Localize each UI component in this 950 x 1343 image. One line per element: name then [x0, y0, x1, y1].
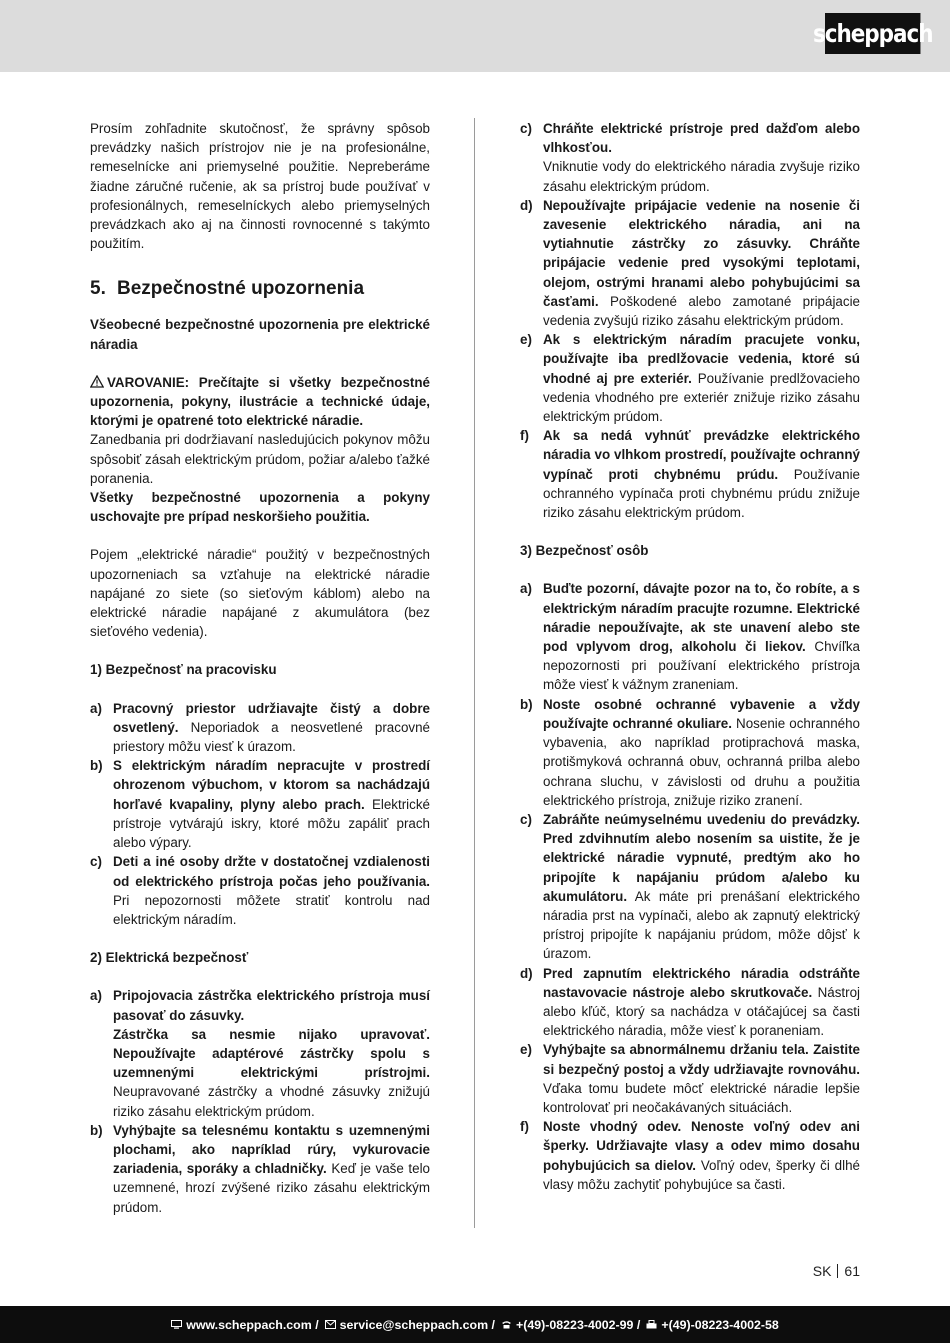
envelope-icon [325, 1320, 336, 1329]
sec1-heading: 1) Bezpečnosť na pracovisku [90, 662, 277, 678]
warning-triangle-icon [90, 375, 104, 388]
right-column [520, 119, 860, 1194]
list-item: b) Noste osobné ochranné vybavenie a vždy používajte ochranné okuliare. Nosenie ochranného vybavenia, ako napríklad protiprachová maska, protišmyková ochranná obuv, ochranná prilba alebo ochrana sluchu, v závislosti od druhu a použitia elektrického prístroja, znižuje riziko zranení. [520, 696, 860, 808]
fax-icon [646, 1320, 657, 1329]
list-item: e) Vyhýbajte sa abnormálnemu držaniu tela. Zaistite si bezpečný postoj a vždy udržiavajte rovnováhu. Vďaka tomu budete môcť elektrické náradie lepšie kontrolovať pri neočakávaných situáciách. [520, 1042, 860, 1115]
list-item: d) Nepoužívajte pripájacie vedenie na nosenie či zavesenie elektrického náradia, ani na vytiahnutie zástrčky zo zásuvky. Chráňte pripájacie vedenie pred vysokými teplotami, olejom, ostrými hranami alebo pohybujúcimi sa časťami. Poškodené alebo zamotané pripájacie vedenia zvyšujú riziko zásahu elektrickým prúdom. [520, 197, 860, 329]
list-item: f) Noste vhodný odev. Nenoste voľný odev ani šperky. Udržiavajte vlasy a odev mimo dosahu pohybujúcich sa dielov. Voľný odev, šperky či dlhé vlasy môžu zachytiť pohybujúce sa časti. [520, 1119, 860, 1192]
list-item: a) Pripojovacia zástrčka elektrického prístroja musí pasovať do zásuvky. Zástrčka sa nesmie nijako upravovať. Nepoužívajte adaptérové zástrčky spolu s uzemnenými elektrickými prístrojmi. Neupravované zástrčky a vhodné zásuvky znižujú riziko zásahu elektrickým prúdom. [90, 988, 430, 1119]
list-item: c) Chráňte elektrické prístroje pred dažďom alebo vlhkosťou. Vniknutie vody do elektrického náradia zvyšuje riziko zásahu elektrickým prúdom. [520, 121, 860, 194]
footer-fax[interactable]: +(49)-08223-4002-58 [661, 1317, 779, 1332]
left-column [90, 119, 430, 1217]
list-item: f) Ak sa nedá vyhnúť prevádzke elektrického náradia vo vlhkom prostredí, používajte ochranný vypínač proti chybnému prúdu. Používanie ochranného vypínača proti chybnému prúdu znižuje riziko zásahu elektrickým prúdom. [520, 428, 860, 521]
section-heading: 5. Bezpečnostné upozornenia [90, 278, 365, 300]
term-definition: Pojem „elektrické náradie“ použitý v bezpečnostných upozorneniach sa vzťahuje na elektrické náradie napájané zo siete (so sieťovým káblom) alebo na elektrické náradie napájané z akumulátora (bez sieťového vedenia). [90, 547, 430, 640]
footer-phone[interactable]: +(49)-08223-4002-99 / [515, 1317, 641, 1332]
language-code: SK [812, 1263, 832, 1279]
scheppach-logo[interactable]: scheppach [825, 13, 920, 54]
sec3-heading: 3) Bezpečnosť osôb [520, 543, 649, 559]
list-item: c) Deti a iné osoby držte v dostatočnej vzdialenosti od elektrického prístroja počas jeho používania. Pri nepozornosti môžete stratiť kontrolu nad elektrickým náradím. [90, 854, 430, 927]
footer-email[interactable]: service@scheppach.com / [339, 1317, 495, 1332]
footer-bar [0, 1306, 950, 1343]
footer-website[interactable]: www.scheppach.com / [186, 1317, 319, 1332]
column-divider [474, 118, 475, 1228]
keep-instructions: Všetky bezpečnostné upozornenia a pokyny uschovajte pre prípad neskoršieho použitia. [90, 490, 430, 525]
monitor-icon [171, 1320, 182, 1329]
warning-paragraph: VAROVANIE: Prečítajte si všetky bezpečnostné upozornenia, pokyny, ilustrácie a technické údaje, ktorými je opatrené toto elektrické náradie. [90, 374, 430, 429]
list-item: a) Pracovný priestor udržiavajte čistý a dobre osvetlený. Neporiadok a neosvetlené pracovné priestory môžu viesť k úrazom. [90, 700, 430, 755]
list-item: a) Buďte pozorní, dávajte pozor na to, čo robíte, a s elektrickým náradím pracujte rozumne. Elektrické náradie nepoužívajte, ak ste unavení alebo ste pod vplyvom drog, alkoholu či liekov. Chvíľka nepozornosti pri používaní elektrického prístroja môže viesť k vážnym zraneniam. [520, 581, 860, 693]
page-number [813, 1263, 860, 1279]
list-item: d) Pred zapnutím elektrického náradia odstráňte nastavovacie nástroje alebo skrutkovače. Nástroj alebo kľúč, ktorý sa nachádza v otáčajúcej sa časti elektrického náradia, môže viesť k poraneniam. [520, 965, 860, 1039]
header-bar [0, 0, 950, 72]
general-heading: Všeobecné bezpečnostné upozornenia pre elektrické náradia [90, 317, 430, 352]
phone-icon [501, 1320, 512, 1329]
page-number-value: 61 [844, 1263, 860, 1279]
page-number-separator [837, 1264, 838, 1278]
list-item: b) S elektrickým náradím nepracujte v prostredí ohrozenom výbuchom, v ktorom sa nachádzajú horľavé kvapaliny, plyny alebo prach. Elektrické prístroje vytvárajú iskry, ktoré môžu zapáliť prach alebo výpary. [90, 758, 430, 851]
intro-paragraph: Prosím zohľadnite skutočnosť, že správny spôsob prevádzky našich prístrojov nie je na profesionálne, remeselnícke ani priemyselné použitie. Nepreberáme žiadne záručné ručenie, ak sa prístroj bude používať v profesionálnych, remeselníckych alebo priemyselných prevádzkach ako aj na činnosti rovnocenné s takýmto použitím. [90, 121, 430, 252]
list-item: c) Zabráňte neúmyselnému uvedeniu do prevádzky. Pred zdvihnutím alebo nosením sa uistite, že je elektrické náradie vypnuté, predtým ako ho pripojíte k napájaniu prúdom a/alebo ku akumulátoru. Ak máte pri prenášaní elektrického náradia prst na vypínači, alebo ak zapnutý elektrický prístroj pripojíte k napájaniu prúdom, môže dôjsť k úrazom. [520, 811, 860, 962]
section-title: Bezpečnostné upozornenia [117, 278, 365, 300]
warning-consequence: Zanedbania pri dodržiavaní nasledujúcich pokynov môžu spôsobiť zásah elektrickým prúdom, požiar a/alebo ťažké poranenia. [90, 432, 430, 486]
list-item: e) Ak s elektrickým náradím pracujete vonku, používajte iba predlžovacie vedenia, ktoré sú vhodné aj pre exteriér. Používanie predlžovacieho vedenia vhodného pre exteriér znižuje riziko zásahu elektrickým prúdom. [520, 332, 860, 425]
list-item: b) Vyhýbajte sa telesnému kontaktu s uzemnenými plochami, ako napríklad rúry, vykurovacie zariadenia, sporáky a chladničky. Keď je vaše telo uzemnené, hrozí zvýšené riziko zásahu elektrickým prúdom. [90, 1122, 430, 1215]
sec2-heading: 2) Elektrická bezpečnosť [90, 950, 249, 966]
